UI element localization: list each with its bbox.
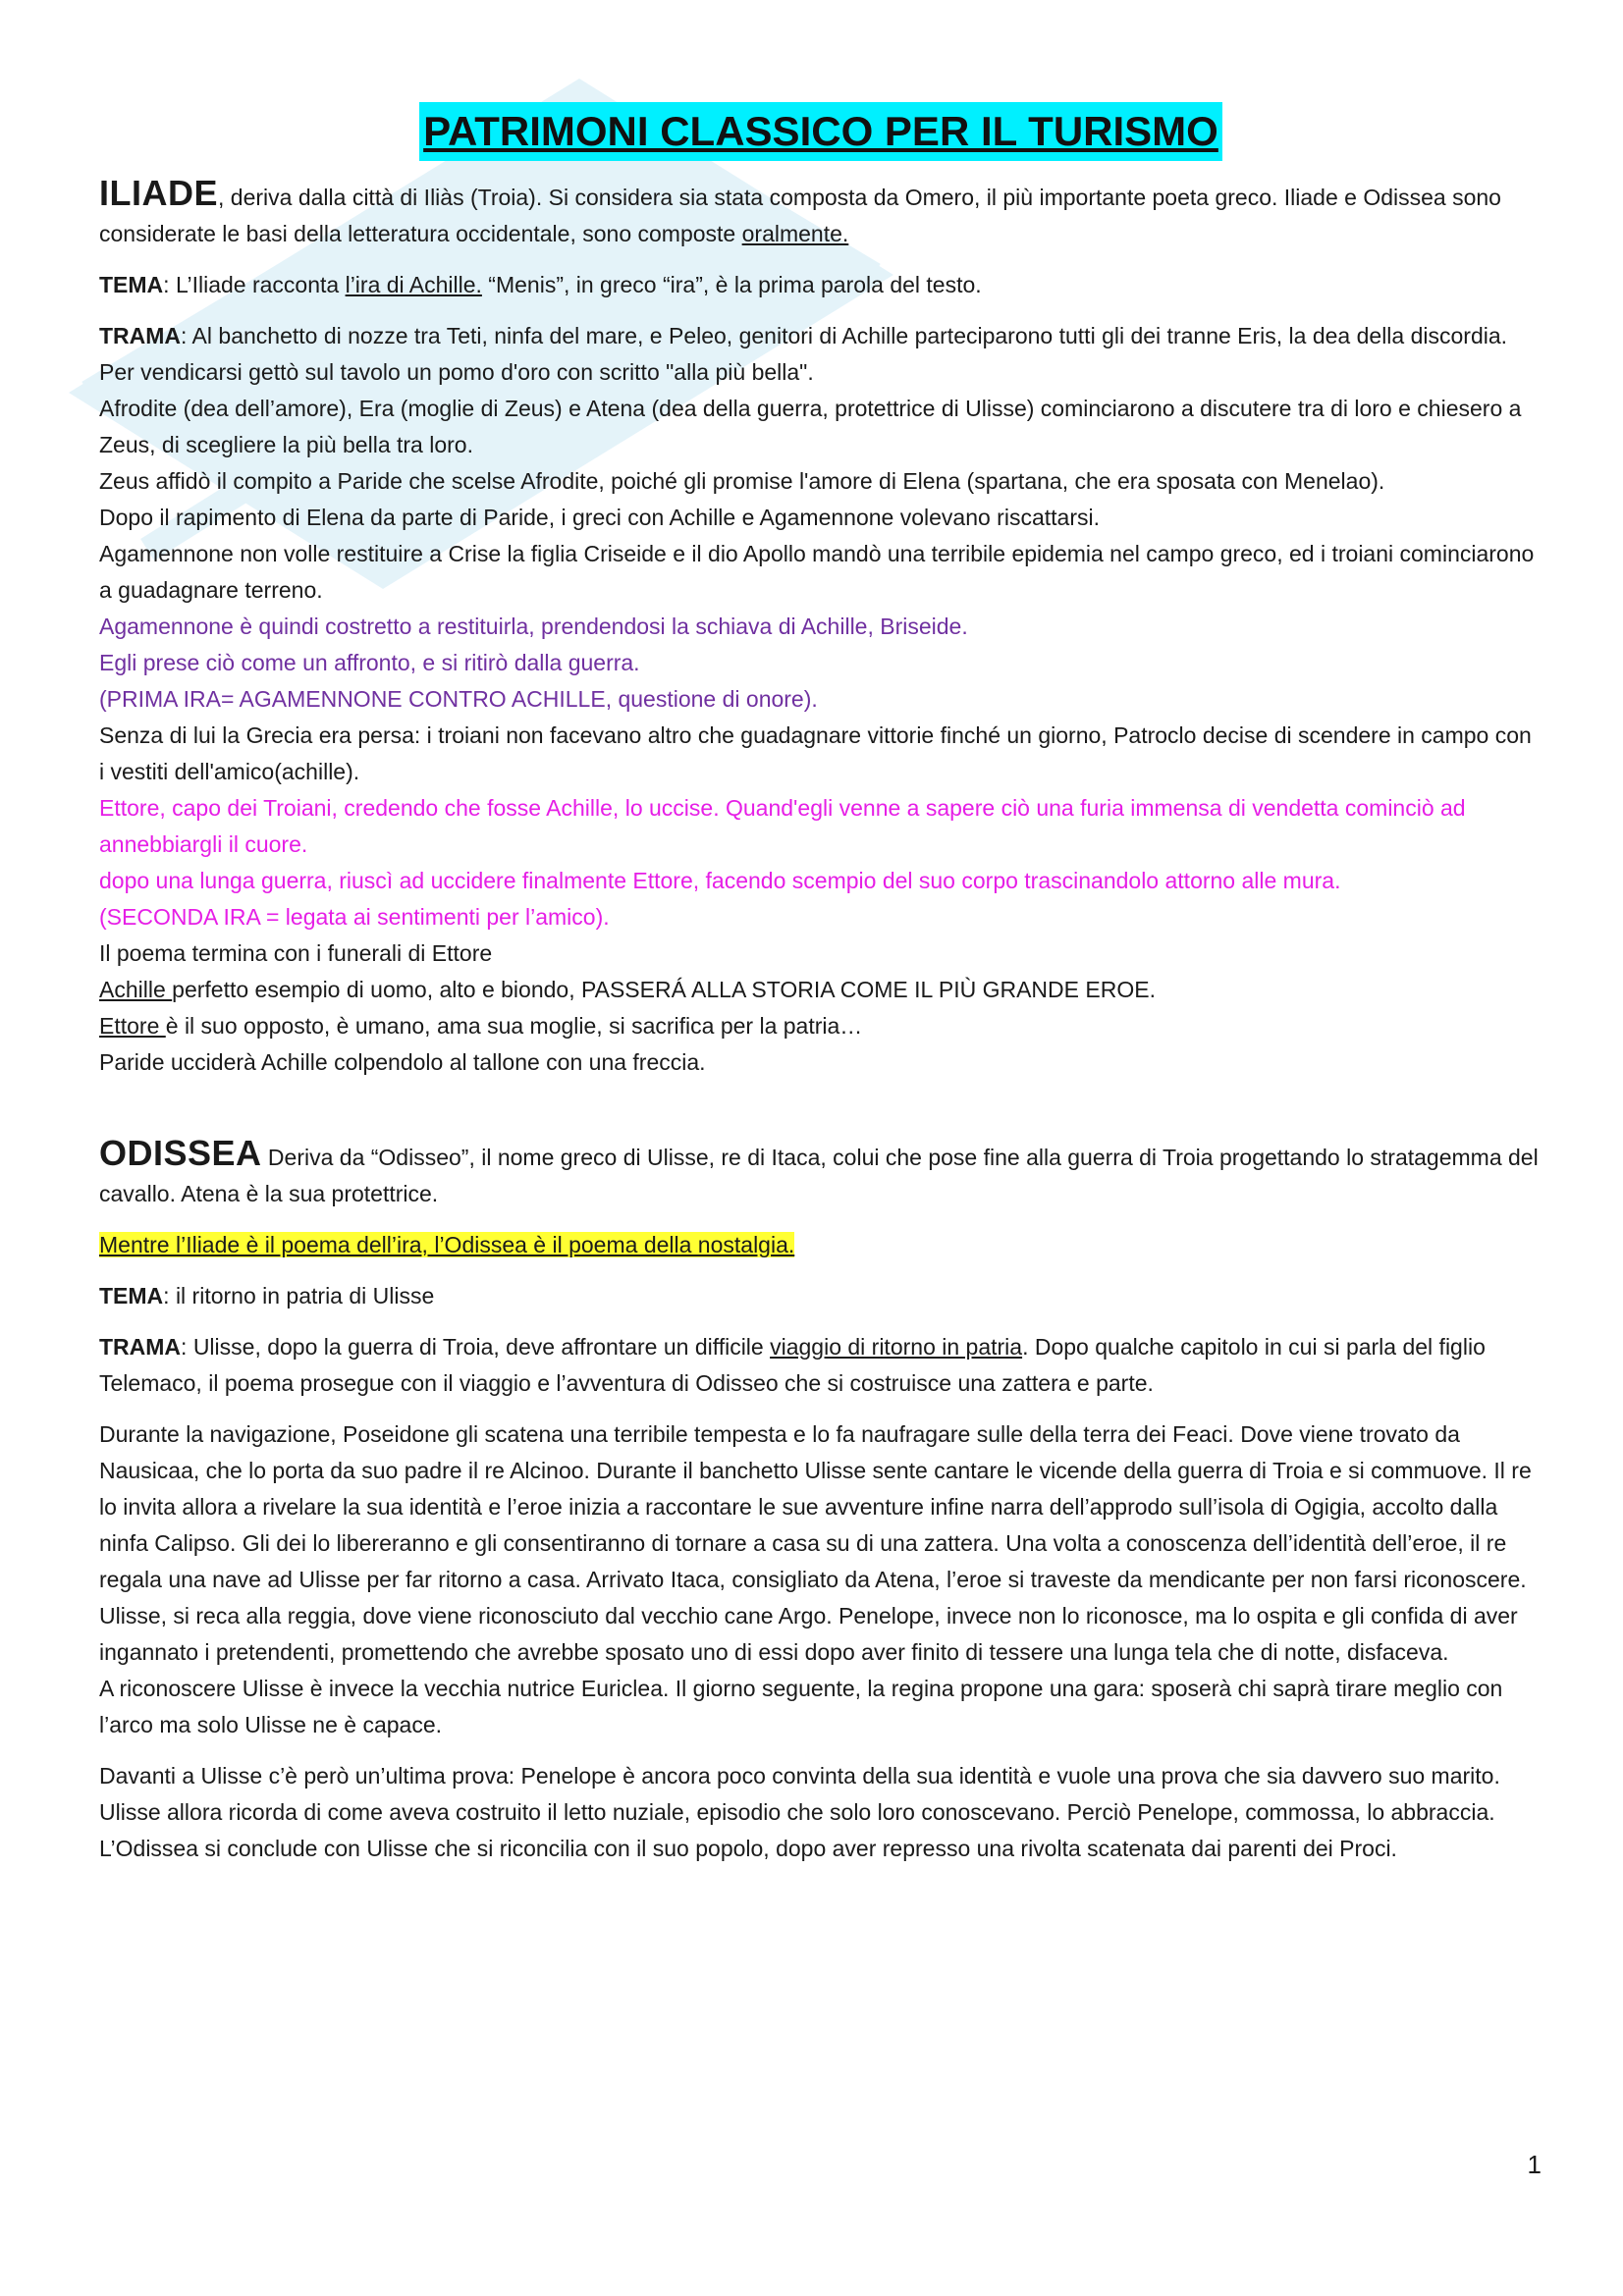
tema-text-end: “Menis”, in greco “ira”, è la prima parola del testo.	[481, 272, 982, 297]
iliade-tema	[99, 267, 1542, 303]
trama-line-magenta: (SECONDA IRA = legata ai sentimenti per l’amico).	[99, 904, 610, 930]
odissea-intro	[99, 1135, 1542, 1212]
document-title: PATRIMONI CLASSICO PER IL TURISMO	[419, 102, 1222, 161]
document-body	[99, 102, 1542, 1882]
odissea-highlight-para	[99, 1227, 1542, 1263]
tema-text: : il ritorno in patria di Ulisse	[163, 1283, 435, 1308]
section-gap	[99, 1095, 1542, 1135]
odissea-highlight: Mentre l’Iliade è il poema dell’ira, l’Odissea è il poema della nostalgia.	[99, 1232, 795, 1257]
ettore-underlined: Ettore	[99, 1013, 166, 1039]
trama-label: TRAMA	[99, 323, 182, 348]
tema-label: TEMA	[99, 272, 164, 297]
trama-line: Afrodite (dea dell’amore), Era (moglie di Zeus) e Atena (dea della guerra, protettrice di Ulisse) cominciarono a discutere tra di loro e chiesero a Zeus, di scegliere la più bella tra loro.	[99, 396, 1522, 457]
tema-label: TEMA	[99, 1283, 164, 1308]
trama-line: Senza di lui la Grecia era persa: i troiani non facevano altro che guadagnare vittorie finché un giorno, Patroclo decise di scendere in campo con i vestiti dell'amico(achille).	[99, 722, 1532, 784]
iliade-intro-underlined: oralmente.	[741, 221, 849, 246]
iliade-intro-text: , deriva dalla città di Iliàs (Troia). Si considera sia stata composta da Omero, il più importante poeta greco. Iliade e Odissea sono considerate le basi della letteratura occidentale, sono composte	[99, 185, 1501, 246]
page-number: 1	[1527, 2150, 1542, 2179]
odissea-intro-text: Deriva da “Odisseo”, il nome greco di Ulisse, re di Itaca, colui che pose fine alla guerra di Troia progettando lo stratagemma del cavallo. Atena è la sua protettrice.	[99, 1145, 1539, 1206]
iliade-heading: ILIADE	[99, 173, 219, 213]
trama-line-purple: Egli prese ciò come un affronto, e si ritirò dalla guerra.	[99, 650, 640, 675]
trama-line: Paride ucciderà Achille colpendolo al tallone con una freccia.	[99, 1049, 706, 1075]
trama-line: Il poema termina con i funerali di Ettore	[99, 940, 493, 966]
odissea-tema	[99, 1278, 1542, 1314]
trama-line-magenta: dopo una lunga guerra, riuscì ad uccidere finalmente Ettore, facendo scempio del suo corpo trascinandolo attorno alle mura.	[99, 868, 1341, 893]
ettore-line	[99, 1008, 1542, 1044]
odissea-paragraph-1	[99, 1416, 1542, 1743]
trama-line: Dopo il rapimento di Elena da parte di Paride, i greci con Achille e Agamennone volevano riscattarsi.	[99, 505, 1100, 530]
paragraph-text: Davanti a Ulisse c’è però un’ultima prova: Penelope è ancora poco convinta della sua identità e vuole una prova che sia davvero suo marito. Ulisse allora ricorda di come aveva costruito il letto nuziale, episodio che solo loro conoscevano. Perciò Penelope, commossa, lo abbraccia. L’Odissea si conclude con Ulisse che si riconcilia con il suo popolo, dopo aver represso una rivolta scatenata dai parenti dei Proci.	[99, 1763, 1500, 1861]
trama-label: TRAMA	[99, 1334, 182, 1360]
trama-line-magenta: Ettore, capo dei Troiani, credendo che fosse Achille, lo uccise. Quand'egli venne a sapere ciò una furia immensa di vendetta cominciò ad annebbiargli il cuore.	[99, 795, 1466, 857]
trama-text: : Al banchetto di nozze tra Teti, ninfa del mare, e Peleo, genitori di Achille parteciparono tutti gli dei tranne Eris, la dea della discordia. Per vendicarsi gettò sul tavolo un pomo d'oro con scritto "alla più bella".	[99, 323, 1508, 385]
trama-line: Zeus affidò il compito a Paride che scelse Afrodite, poiché gli promise l'amore di Elena (spartana, che era sposata con Menelao).	[99, 468, 1385, 494]
trama-text-end: . Dopo qualche capitolo in cui si parla del figlio Telemaco, il poema prosegue con il viaggio e l’avventura di Odisseo che si costruisce una zattera e parte.	[99, 1334, 1486, 1396]
iliade-trama	[99, 318, 1542, 1081]
ettore-text: è il suo opposto, è umano, ama sua moglie, si sacrifica per la patria…	[165, 1013, 863, 1039]
trama-text: : Ulisse, dopo la guerra di Troia, deve affrontare un difficile	[181, 1334, 771, 1360]
odissea-paragraph-2	[99, 1758, 1542, 1867]
paragraph-line: A riconoscere Ulisse è invece la vecchia nutrice Euriclea. Il giorno seguente, la regina propone una gara: sposerà chi saprà tirare meglio con l’arco ma solo Ulisse ne è capace.	[99, 1676, 1503, 1737]
odissea-trama	[99, 1329, 1542, 1402]
trama-underlined: viaggio di ritorno in patria	[770, 1334, 1023, 1360]
tema-underlined: l’ira di Achille.	[345, 272, 482, 297]
trama-line-purple: Agamennone è quindi costretto a restituirla, prendendosi la schiava di Achille, Briseide.	[99, 614, 968, 639]
achille-text: perfetto esempio di uomo, alto e biondo, PASSERÁ ALLA STORIA COME IL PIÙ GRANDE EROE.	[172, 977, 1156, 1002]
odissea-heading: ODISSEA	[99, 1133, 262, 1173]
paragraph-text: Durante la navigazione, Poseidone gli scatena una terribile tempesta e lo fa naufragare sulle della terra dei Feaci. Dove viene trovato da Nausicaa, che lo porta da suo padre il re Alcinoo. Durante il banchetto Ulisse sente cantare le vicende della guerra di Troia e si commuove. Il re lo invita allora a rivelare la sua identità e l’eroe inizia a raccontare le sue avventure infine narra dell’approdo sull’isola di Ogigia, accolto dalla ninfa Calipso. Gli dei lo libereranno e gli consentiranno di tornare a casa su di una zattera. Una volta a conoscenza dell’identità dell’eroe, il re regala una nave ad Ulisse per far ritorno a casa. Arrivato Itaca, consigliato da Atena, l’eroe si traveste da mendicante per non farsi riconoscere. Ulisse, si reca alla reggia, dove viene riconosciuto dal vecchio cane Argo. Penelope, invece non lo riconosce, ma lo ospita e gli confida di aver ingannato i pretendenti, promettendo che avrebbe sposato uno di essi dopo aver finito di tessere una lunga tela che di notte, disfaceva.	[99, 1421, 1532, 1665]
achille-underlined: Achille	[99, 977, 173, 1002]
trama-line-purple: (PRIMA IRA= AGAMENNONE CONTRO ACHILLE, questione di onore).	[99, 686, 818, 712]
title-block	[99, 102, 1542, 161]
iliade-intro	[99, 175, 1542, 252]
tema-text: : L’Iliade racconta	[163, 272, 346, 297]
trama-line: Agamennone non volle restituire a Crise la figlia Criseide e il dio Apollo mandò una terribile epidemia nel campo greco, ed i troiani cominciarono a guadagnare terreno.	[99, 541, 1535, 603]
achille-line	[99, 972, 1542, 1008]
